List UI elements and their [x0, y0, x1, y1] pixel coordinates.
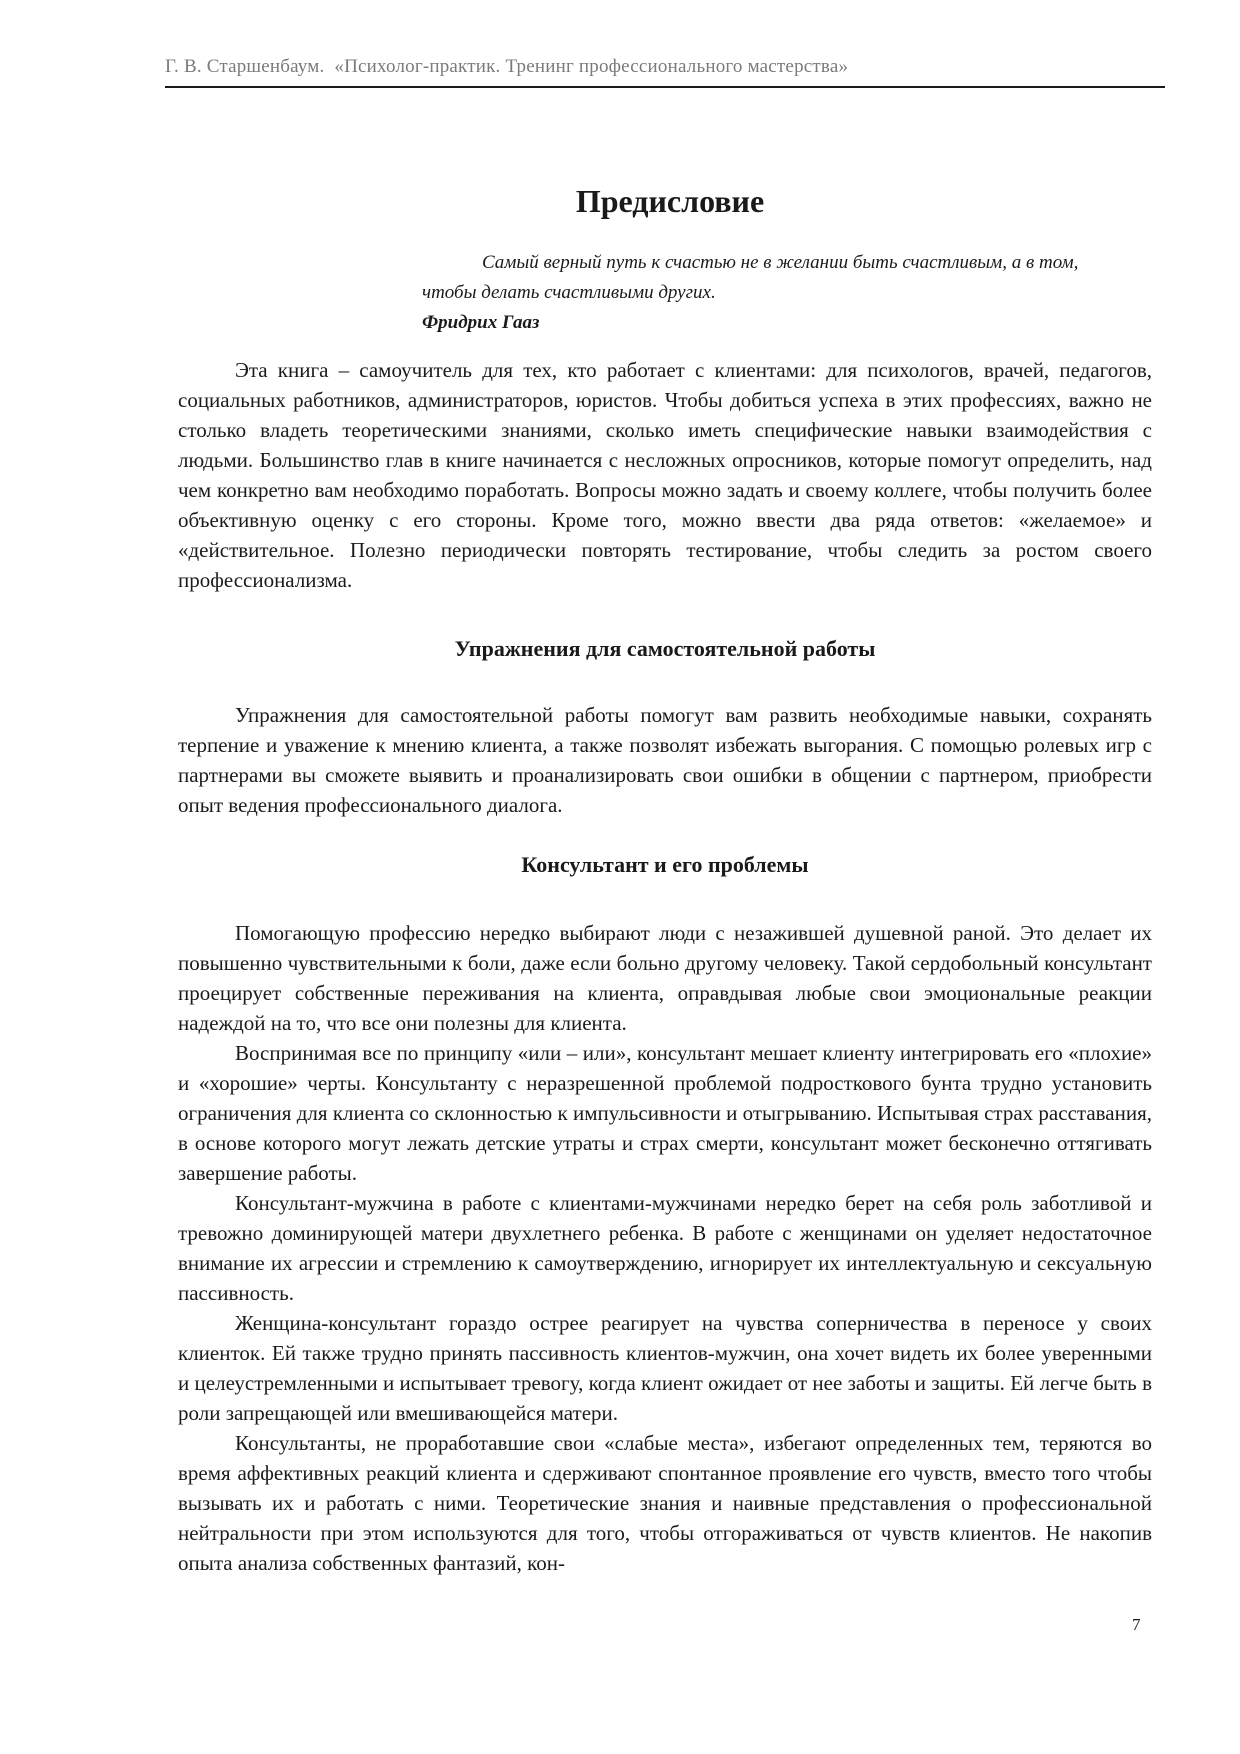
- epigraph-quote: Самый верный путь к счастью не в желании быть счастливым, а в том, чтобы делать счастливыми других.: [422, 252, 1079, 303]
- running-header: [165, 56, 848, 78]
- section-heading-exercises: Упражнения для самостоятельной работы: [454, 636, 876, 661]
- paragraph: Упражнения для самостоятельной работы помогут вам развить необходимые навыки, сохранять терпение и уважение к мнению клиента, а также позволят избежать выгорания. С помощью ролевых игр с партнерами вы сможете выявить и проанализировать свои ошибки в общении с партнером, приобрести опыт ведения профессионального диалога.: [178, 703, 1152, 817]
- page-number: 7: [1132, 1615, 1141, 1634]
- paragraph: Консультанты, не проработавшие свои «слабые места», избегают определенных тем, теряются во время аффективных реакций клиента и сдерживают спонтанное проявление его чувств, вместо того чтобы вызывать их и работать с ними. Теоретические знания и наивные представления о профессиональной нейтральности при этом используются для того, чтобы отгораживаться от чувств клиентов. Не накопив опыта анализа собственных фантазий, кон-: [178, 1431, 1152, 1575]
- epigraph: [422, 248, 1122, 338]
- section-consultant-text: [178, 918, 1152, 1578]
- paragraph: Эта книга – самоучитель для тех, кто работает с клиентами: для психологов, врачей, педагогов, социальных работников, администраторов, юристов. Чтобы добиться успеха в этих профессиях, важно не столько владеть теоретическими знаниями, сколько иметь специфические навыки взаимодействия с людьми. Большинство глав в книге начинается с несложных опросников, которые помогут определить, над чем конкретно вам необходимо поработать. Вопросы можно задать и своему коллеге, чтобы получить более объективную оценку с его стороны. Кроме того, можно ввести два ряда ответов: «желаемое» и «действительное. Полезно периодически повторять тестирование, чтобы следить за ростом своего профессионализма.: [178, 358, 1152, 592]
- header-rule: [165, 86, 1165, 88]
- chapter-title: Предисловие: [575, 183, 765, 219]
- section-heading-consultant: Консультант и его проблемы: [521, 852, 809, 877]
- header-book-title: «Психолог-практик. Тренинг профессионального мастерства»: [334, 56, 849, 77]
- paragraph: Помогающую профессию нередко выбирают люди с незажившей душевной раной. Это делает их повышенно чувствительными к боли, даже если больно другому человеку. Такой сердобольный консультант проецирует собственные переживания на клиента, оправдывая любые свои эмоциональные реакции надеждой на то, что все они полезны для клиента.: [178, 921, 1152, 1035]
- paragraph: Консультант-мужчина в работе с клиентами-мужчинами нередко берет на себя роль заботливой и тревожно доминирующей матери двухлетнего ребенка. В работе с женщинами он уделяет недостаточное внимание их агрессии и стремлению к самоутверждению, игнорирует их интеллектуальную и сексуальную пассивность.: [178, 1191, 1152, 1305]
- paragraph: Воспринимая все по принципу «или – или», консультант мешает клиенту интегрировать его «плохие» и «хорошие» черты. Консультанту с неразрешенной проблемой подросткового бунта трудно установить ограничения для клиента со склонностью к импульсивности и отыгрыванию. Испытывая страх расставания, в основе которого могут лежать детские утраты и страх смерти, консультант может бесконечно оттягивать завершение работы.: [178, 1041, 1152, 1185]
- epigraph-author: Фридрих Гааз: [422, 312, 540, 333]
- paragraph: Женщина-консультант гораздо острее реагирует на чувства соперничества в переносе у своих клиенток. Ей также трудно принять пассивность клиентов-мужчин, она хочет видеть их более уверенными и целеустремленными и испытывает тревогу, когда клиент ожидает от нее заботы и защиты. Ей легче быть в роли запрещающей или вмешивающейся матери.: [178, 1311, 1152, 1425]
- header-author: Г. В. Старшенбаум.: [165, 56, 325, 77]
- intro-text: [178, 355, 1152, 595]
- section-exercises-text: [178, 700, 1152, 820]
